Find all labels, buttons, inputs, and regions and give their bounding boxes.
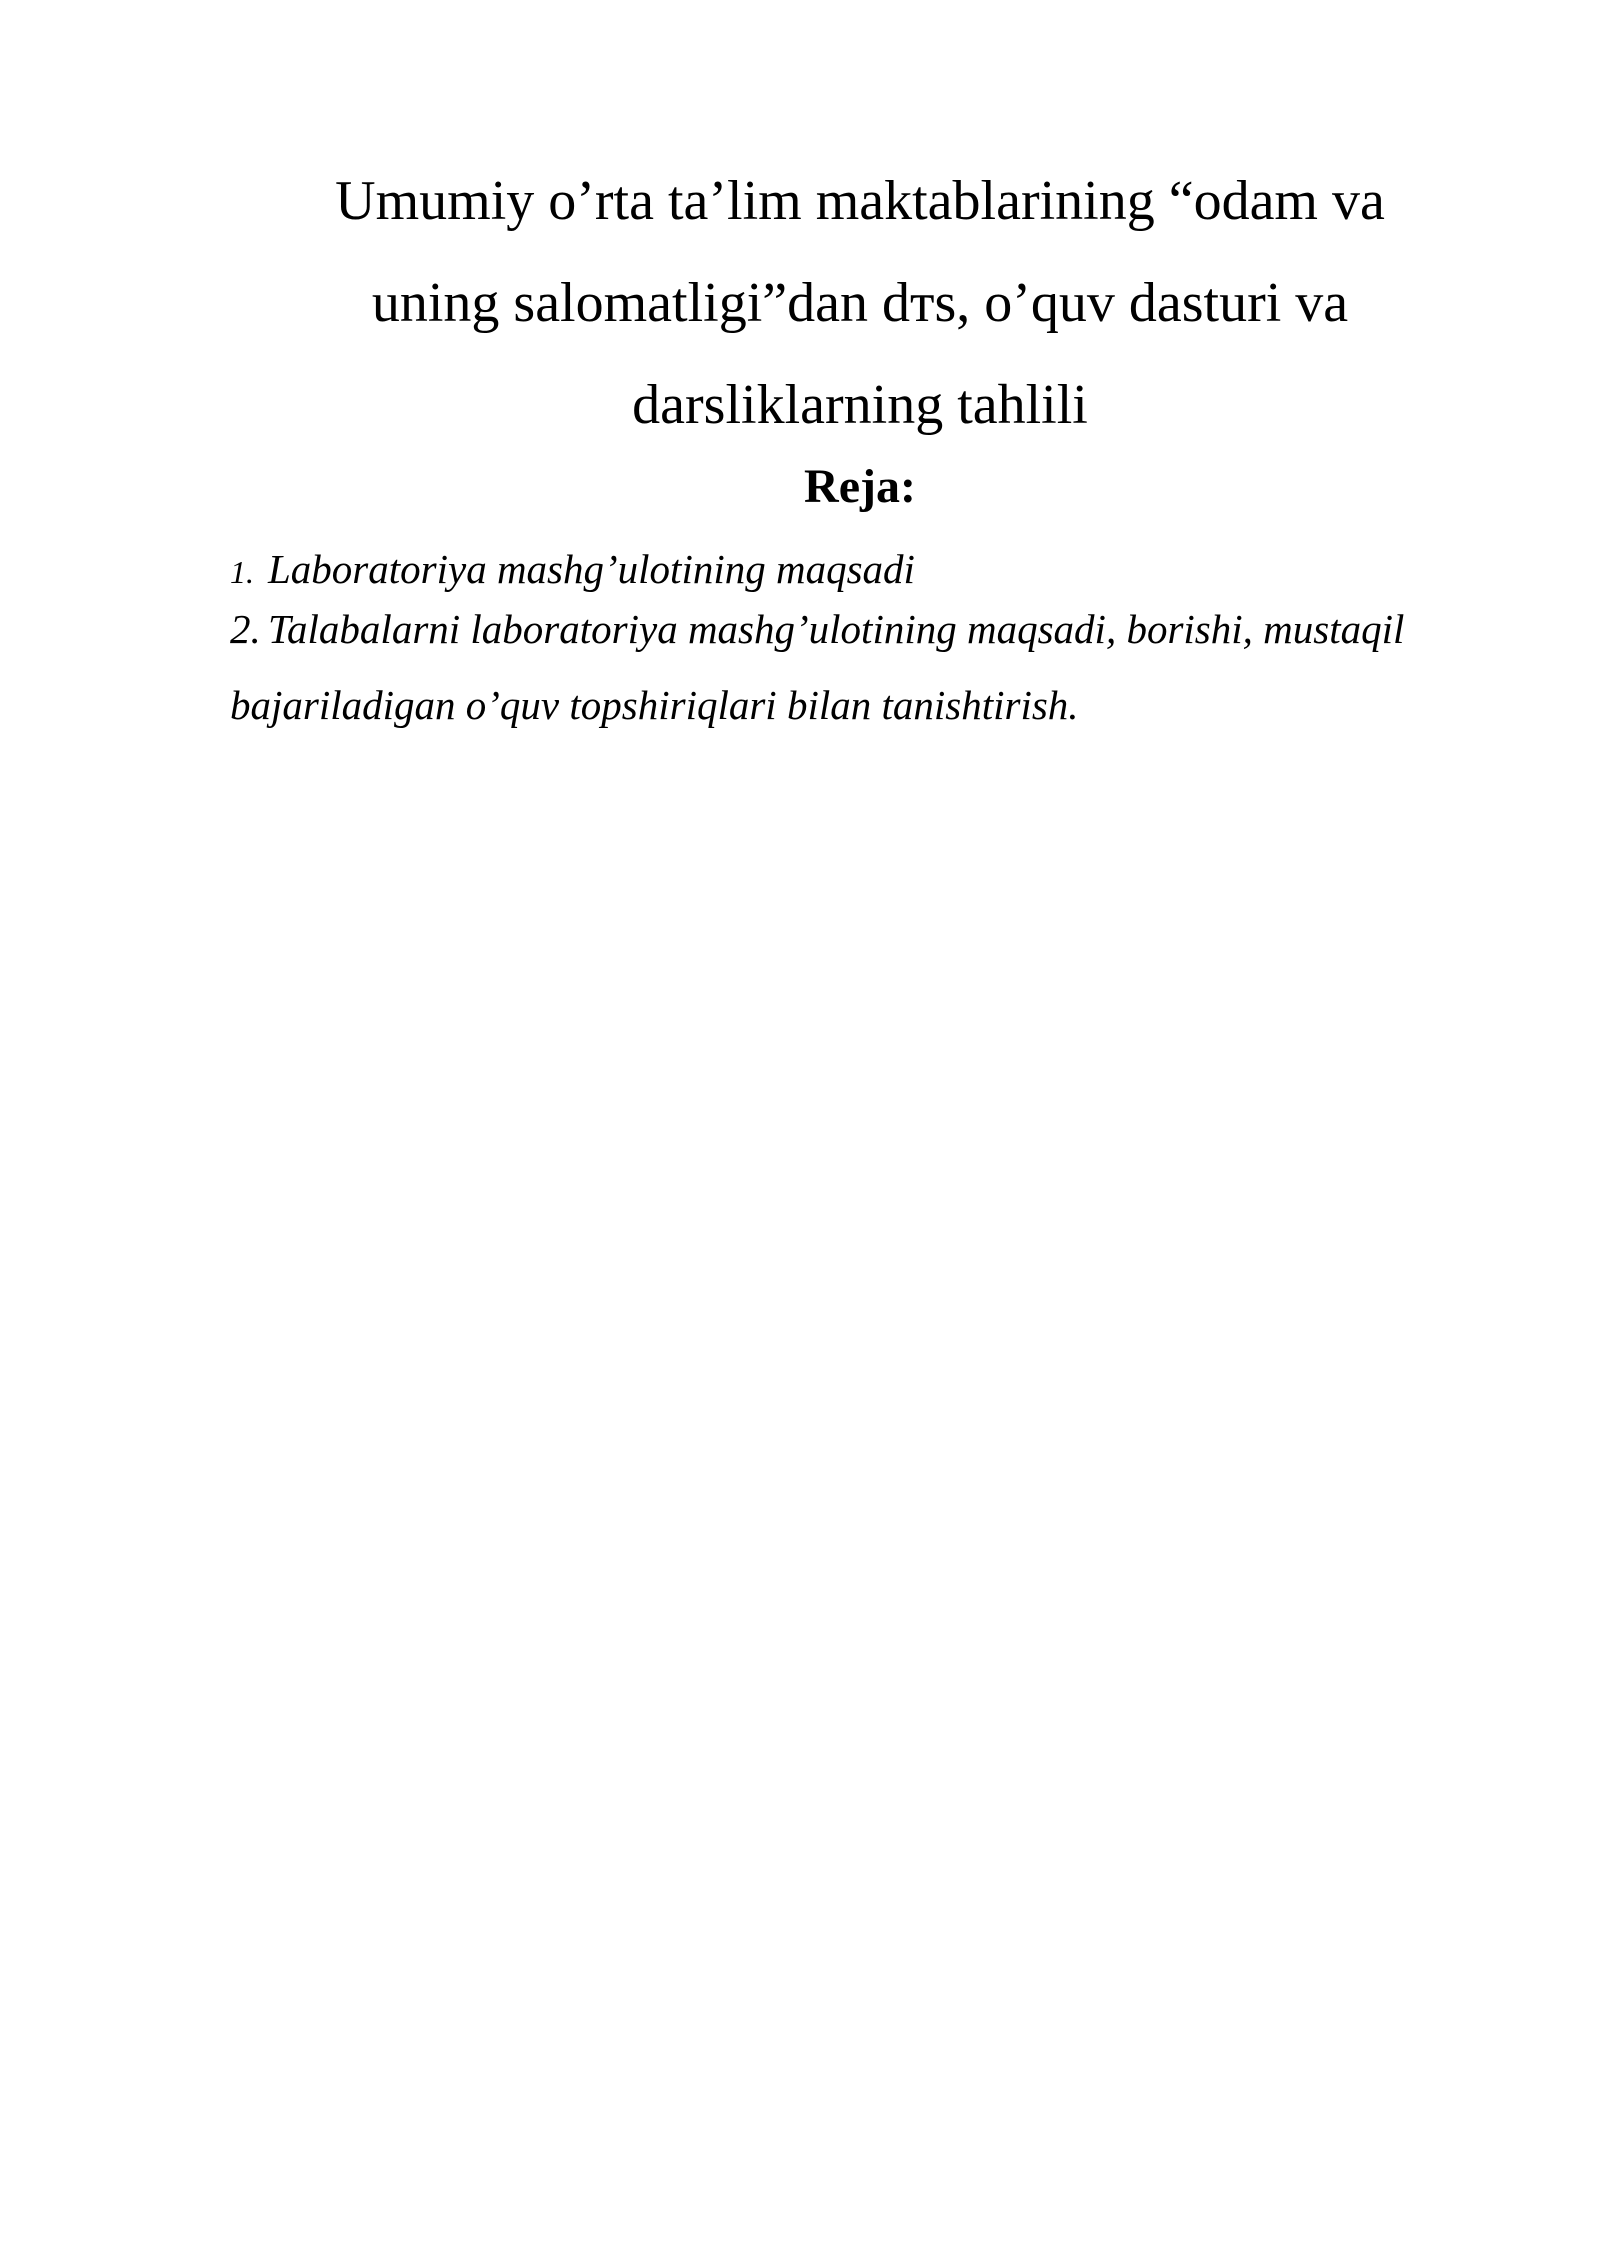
plan-item-text: Laboratoriya mashg’ulotining maqsadi [268,546,915,592]
title-line-3: darsliklarning tahlili [632,374,1088,436]
plan-item-text-continued: bajariladigan o’quv topshiriqlari bilan tanishtirish. [230,682,1079,728]
plan-list [230,540,1530,733]
plan-item-1 [230,540,1530,601]
plan-item-number: 2. [230,606,261,652]
plan-heading: Reja: [804,460,916,513]
document-title [230,150,1490,456]
title-line-2: uning salomatligi”dan dтs, o’quv dasturi va [371,272,1349,334]
plan-item-number: 1. [230,554,254,590]
plan-item-text: Talabalarni laboratoriya mashg’ulotining maqsadi, borishi, mustaqil [268,606,1405,652]
title-line-1: Umumiy o’rta ta’lim maktablarining “odam va [335,170,1385,232]
plan-item-2 [230,601,1530,733]
